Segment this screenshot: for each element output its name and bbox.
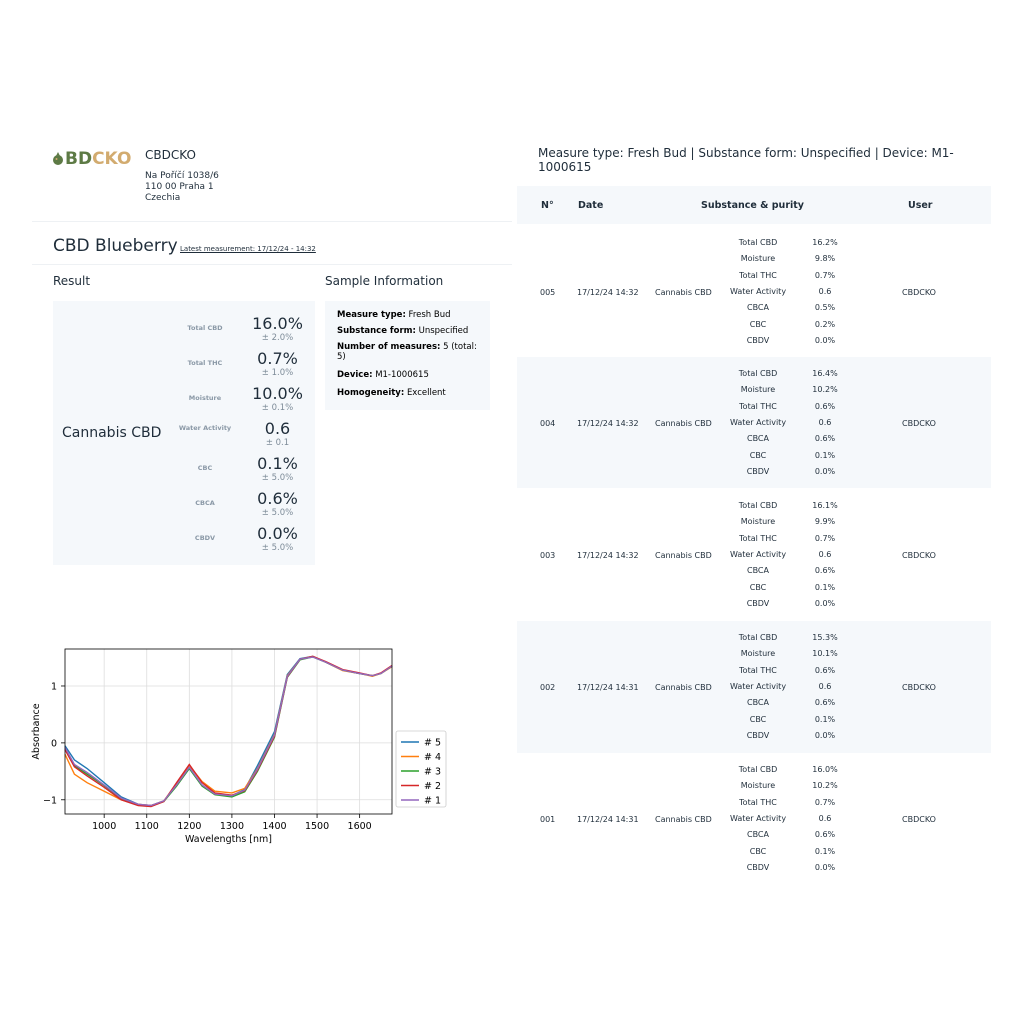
purity-label: Water Activity xyxy=(729,286,787,296)
row-number: 001 xyxy=(540,815,556,824)
metric-value: 0.1% xyxy=(257,454,298,473)
purity-label: CBC xyxy=(749,319,767,329)
purity-label: Total THC xyxy=(739,270,777,280)
purity-value: 0.0% xyxy=(814,335,836,345)
sample-substance-form-value: Unspecified xyxy=(418,326,469,336)
purity-label: CBCA xyxy=(747,698,769,708)
legend-entry: # 2 xyxy=(424,781,442,792)
logo-text-green: BD xyxy=(65,149,93,169)
purity-value: 0.7% xyxy=(814,533,836,543)
row-date: 17/12/24 14:32 xyxy=(577,288,639,297)
row-date: 17/12/24 14:32 xyxy=(577,551,639,560)
metric-value: 0.6 xyxy=(264,419,291,438)
row-user: CBDCKO xyxy=(902,419,936,428)
sample-measure-type-label: Measure type: xyxy=(337,310,406,320)
latest-measurement: Latest measurement: 17/12/24 - 14:32 xyxy=(180,245,316,253)
purity-label: Water Activity xyxy=(729,417,787,427)
purity-value: 10.2% xyxy=(812,781,838,791)
x-tick-label: 1100 xyxy=(134,821,159,832)
purity-label: Total THC xyxy=(739,797,777,807)
table-row xyxy=(517,753,991,884)
sample-device xyxy=(337,370,485,380)
sample-homogeneity-value: Excellent xyxy=(406,388,446,398)
company-name: CBDCKO xyxy=(145,148,196,162)
purity-value: 0.6% xyxy=(814,401,836,411)
purity-value: 0.6 xyxy=(818,813,832,823)
metric-label: CBDV xyxy=(194,534,216,542)
row-substance: Cannabis CBD xyxy=(655,419,712,428)
metric-uncertainty: ± 0.1% xyxy=(261,403,294,413)
purity-value: 0.6 xyxy=(818,681,832,691)
sample-homogeneity xyxy=(337,388,485,398)
plot-frame xyxy=(65,649,392,814)
purity-label: CBC xyxy=(749,582,767,592)
sample-substance-form-label: Substance form: xyxy=(337,326,416,336)
purity-value: 0.0% xyxy=(814,466,836,476)
purity-label: CBDV xyxy=(746,466,770,476)
sample-homogeneity-label: Homogeneity: xyxy=(337,388,405,398)
purity-value: 0.6% xyxy=(814,830,836,840)
purity-value: 0.6% xyxy=(814,434,836,444)
purity-label: CBC xyxy=(749,714,767,724)
purity-label: Moisture xyxy=(740,649,776,659)
metric-label: Total THC xyxy=(187,359,223,367)
purity-label: Total CBD xyxy=(738,369,778,378)
col-header-user: User xyxy=(908,200,933,211)
purity-value: 0.0% xyxy=(814,730,836,740)
purity-value: 10.2% xyxy=(812,385,838,395)
purity-label: Total CBD xyxy=(738,238,778,247)
col-header-number: N° xyxy=(541,200,554,211)
legend-entry: # 1 xyxy=(424,795,442,807)
purity-label: Total CBD xyxy=(738,765,778,774)
sample-num-measures xyxy=(337,342,485,362)
table-row xyxy=(517,357,991,488)
metric-value: 0.0% xyxy=(257,524,298,543)
purity-value: 16.2% xyxy=(812,238,838,247)
row-substance: Cannabis CBD xyxy=(655,815,712,824)
y-tick-label: 0 xyxy=(50,738,57,750)
row-user: CBDCKO xyxy=(902,288,936,297)
legend-entry: # 4 xyxy=(424,752,442,763)
x-tick-label: 1300 xyxy=(219,821,244,832)
purity-value: 0.6 xyxy=(818,286,832,296)
series-line xyxy=(65,656,392,805)
purity-value: 9.8% xyxy=(814,254,836,264)
y-tick-label: 1 xyxy=(50,681,57,693)
address-line-2: 110 00 Praha 1 xyxy=(145,182,214,192)
purity-label: Moisture xyxy=(740,781,776,791)
logo-text-gold: CKO xyxy=(92,149,132,169)
x-tick-label: 1000 xyxy=(92,821,117,832)
metric-value: 16.0% xyxy=(252,314,303,333)
purity-label: Water Activity xyxy=(729,681,787,691)
row-date: 17/12/24 14:32 xyxy=(577,419,639,428)
metric-value: 0.7% xyxy=(257,349,298,368)
purity-value: 0.6% xyxy=(814,698,836,708)
purity-label: Total CBD xyxy=(738,633,778,642)
x-tick-label: 1500 xyxy=(304,821,330,832)
purity-value: 16.1% xyxy=(812,501,838,510)
sample-num-measures-label: Number of measures: xyxy=(337,342,441,352)
purity-value: 0.5% xyxy=(814,303,836,313)
purity-value: 0.7% xyxy=(814,270,836,280)
row-date: 17/12/24 14:31 xyxy=(577,815,639,824)
metric-water-activity xyxy=(170,419,310,453)
metric-total-thc xyxy=(170,349,310,383)
sample-num-measures-value: 5 (total: 5) xyxy=(337,342,477,362)
purity-label: CBCA xyxy=(747,566,769,576)
purity-value: 0.2% xyxy=(814,319,836,329)
purity-label: CBDV xyxy=(746,335,770,345)
row-user: CBDCKO xyxy=(902,683,936,692)
purity-value: 0.6% xyxy=(814,665,836,675)
product-title: CBD Blueberry xyxy=(53,236,178,256)
purity-label: Moisture xyxy=(740,385,776,395)
absorbance-chart xyxy=(28,642,458,852)
row-date: 17/12/24 14:31 xyxy=(577,683,639,692)
header-divider xyxy=(32,221,512,222)
purity-label: CBDV xyxy=(746,730,770,740)
row-number: 005 xyxy=(540,288,556,297)
purity-value: 0.1% xyxy=(814,846,836,856)
purity-label: Water Activity xyxy=(729,549,787,559)
purity-label: CBDV xyxy=(746,598,770,608)
metric-uncertainty: ± 5.0% xyxy=(261,473,294,483)
table-row xyxy=(517,621,991,753)
company-address xyxy=(145,171,219,204)
substance-name: Cannabis CBD xyxy=(62,425,162,441)
measure-summary-header: Measure type: Fresh Bud | Substance form: Unspecified | Device: M1-1000615 xyxy=(538,146,954,174)
sample-section-title: Sample Information xyxy=(325,274,444,288)
purity-value: 0.0% xyxy=(814,598,836,608)
series-line xyxy=(65,656,392,805)
series-line xyxy=(65,656,392,806)
row-substance: Cannabis CBD xyxy=(655,551,712,560)
purity-label: Total THC xyxy=(739,665,777,675)
y-tick-label: −1 xyxy=(42,795,57,807)
metric-uncertainty: ± 1.0% xyxy=(261,368,294,378)
purity-value: 15.3% xyxy=(812,633,838,642)
purity-label: Total CBD xyxy=(738,501,778,510)
purity-label: CBCA xyxy=(747,303,769,313)
purity-value: 16.0% xyxy=(812,765,838,774)
purity-value: 16.4% xyxy=(812,369,838,378)
cannabis-leaf-icon xyxy=(52,151,64,167)
metric-cbca xyxy=(170,489,310,523)
row-number: 004 xyxy=(540,419,556,428)
sample-measure-type xyxy=(337,310,485,320)
address-line-1: Na Poříčí 1038/6 xyxy=(145,171,219,181)
series-line xyxy=(65,657,392,806)
purity-label: Moisture xyxy=(740,254,776,264)
series-line xyxy=(65,657,392,806)
metric-total-cbd xyxy=(170,314,310,348)
x-tick-label: 1400 xyxy=(262,821,287,832)
sample-device-value: M1-1000615 xyxy=(375,370,429,380)
sample-device-label: Device: xyxy=(337,370,373,380)
x-tick-label: 1200 xyxy=(177,821,202,832)
purity-value: 9.9% xyxy=(814,517,836,527)
purity-value: 0.6% xyxy=(814,566,836,576)
title-divider xyxy=(32,264,512,265)
metric-label: Moisture xyxy=(188,394,222,402)
purity-label: CBDV xyxy=(746,862,770,872)
metric-label: CBC xyxy=(197,464,213,472)
sample-info-card xyxy=(325,301,490,410)
metric-cbc xyxy=(170,454,310,488)
purity-label: Total THC xyxy=(739,401,777,411)
metric-cbdv xyxy=(170,524,310,558)
table-row xyxy=(517,489,991,621)
purity-value: 0.1% xyxy=(814,714,836,724)
legend-entry: # 3 xyxy=(424,766,442,778)
metric-label: Water Activity xyxy=(178,424,232,432)
purity-label: CBCA xyxy=(747,830,769,840)
metric-uncertainty: ± 5.0% xyxy=(261,508,294,518)
col-header-date: Date xyxy=(578,200,604,211)
x-axis-label: Wavelengths [nm] xyxy=(184,834,273,845)
purity-value: 0.0% xyxy=(814,862,836,872)
purity-label: Total THC xyxy=(739,533,777,543)
metric-value: 0.6% xyxy=(257,489,298,508)
row-substance: Cannabis CBD xyxy=(655,288,712,297)
legend-entry: # 5 xyxy=(424,737,442,749)
purity-label: Water Activity xyxy=(729,813,787,823)
purity-value: 10.1% xyxy=(812,649,838,659)
purity-label: CBC xyxy=(749,450,767,460)
y-axis-label: Absorbance xyxy=(31,703,42,760)
purity-label: CBC xyxy=(749,846,767,856)
row-number: 002 xyxy=(540,683,556,692)
row-user: CBDCKO xyxy=(902,815,936,824)
metric-uncertainty: ± 5.0% xyxy=(261,543,294,553)
purity-value: 0.1% xyxy=(814,450,836,460)
purity-label: Moisture xyxy=(740,517,776,527)
purity-value: 0.6 xyxy=(818,417,832,427)
address-line-3: Czechia xyxy=(145,193,181,203)
row-substance: Cannabis CBD xyxy=(655,683,712,692)
col-header-substance: Substance & purity xyxy=(701,200,804,211)
sample-measure-type-value: Fresh Bud xyxy=(408,310,451,320)
metric-uncertainty: ± 2.0% xyxy=(261,333,294,343)
metric-moisture xyxy=(170,384,310,418)
purity-label: CBCA xyxy=(747,434,769,444)
row-user: CBDCKO xyxy=(902,551,936,560)
x-tick-label: 1600 xyxy=(347,821,372,832)
purity-value: 0.6 xyxy=(818,549,832,559)
result-section-title: Result xyxy=(53,274,91,288)
metric-label: CBCA xyxy=(195,499,215,507)
row-number: 003 xyxy=(540,551,556,560)
company-logo xyxy=(52,145,132,173)
purity-value: 0.7% xyxy=(814,797,836,807)
table-row xyxy=(517,226,991,356)
metric-value: 10.0% xyxy=(252,384,303,403)
purity-value: 0.1% xyxy=(814,582,836,592)
sample-substance-form xyxy=(337,326,485,336)
metric-uncertainty: ± 0.1 xyxy=(265,438,290,448)
metric-label: Total CBD xyxy=(187,324,223,332)
